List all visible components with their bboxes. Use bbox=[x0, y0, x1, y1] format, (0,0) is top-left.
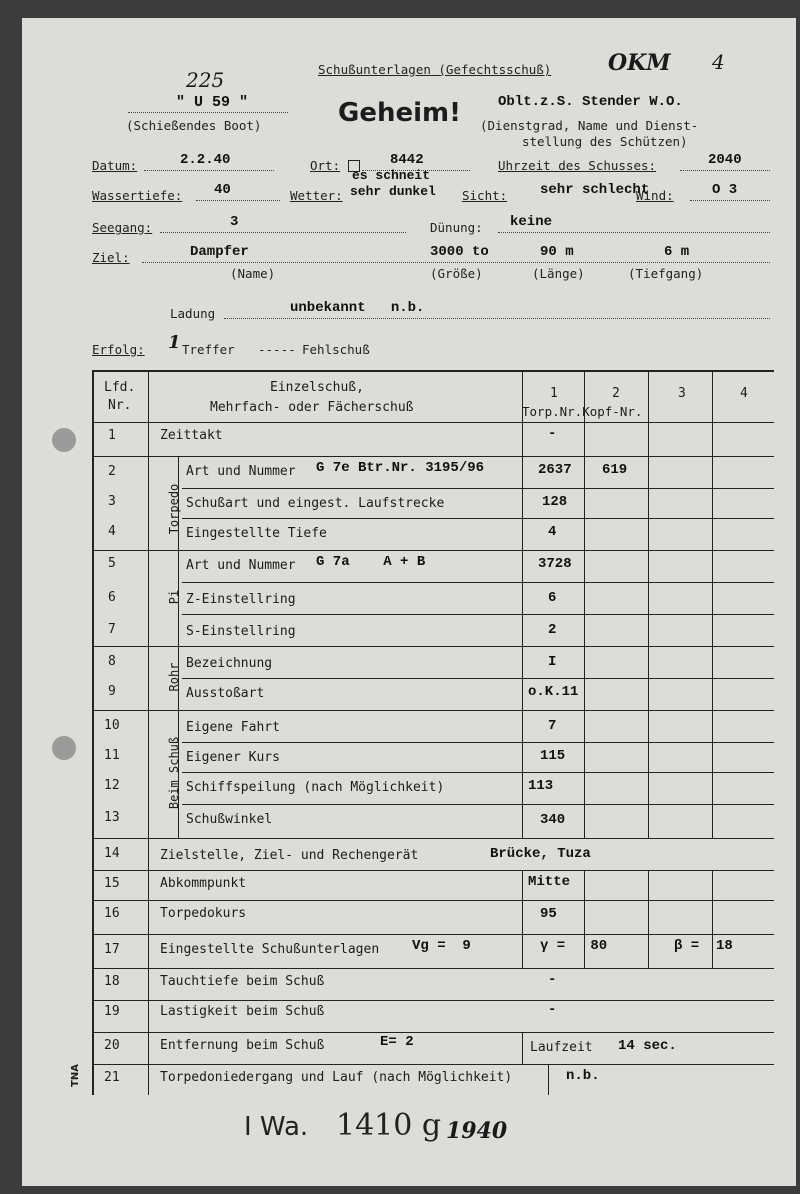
ladung-value: unbekannt n.b. bbox=[290, 300, 425, 316]
row-label: Art und Nummer bbox=[186, 558, 296, 573]
datum-line bbox=[144, 170, 274, 171]
table-rule bbox=[182, 582, 774, 583]
row-number: 4 bbox=[108, 524, 116, 539]
shooter-caption-1: (Dienstgrad, Name und Dienst- bbox=[480, 118, 699, 133]
table-rule bbox=[182, 678, 774, 679]
wetter-value-2: sehr dunkel bbox=[350, 184, 436, 199]
shooter-name: Oblt.z.S. Stender W.O. bbox=[498, 94, 683, 110]
row-number: 3 bbox=[108, 494, 116, 509]
ziel-tiefgang: 6 m bbox=[664, 244, 690, 260]
table-rule bbox=[92, 550, 774, 551]
row-label: Schiffspeilung (nach Möglichkeit) bbox=[186, 780, 445, 795]
erfolg-fehlschuss: Fehlschuß bbox=[302, 342, 370, 357]
header-nr: Nr. bbox=[108, 398, 132, 413]
stamp-prefix: I Wa. bbox=[244, 1112, 309, 1142]
wassertiefe-label: Wassertiefe: bbox=[92, 188, 183, 203]
seegang-value: 3 bbox=[230, 214, 239, 230]
table-rule bbox=[92, 934, 774, 935]
table-rule bbox=[182, 804, 774, 805]
laufzeit-label: Laufzeit bbox=[530, 1040, 593, 1055]
value-cell: - bbox=[548, 426, 557, 442]
table-rule bbox=[182, 614, 774, 615]
row-extra: Brücke, Tuza bbox=[490, 846, 591, 862]
row-label: Entfernung beim Schuß bbox=[160, 1038, 325, 1053]
wassertiefe-line bbox=[196, 200, 280, 201]
value-cell: - bbox=[548, 1002, 557, 1018]
row-label: Eigener Kurs bbox=[186, 750, 280, 765]
ort-value: 8442 bbox=[390, 152, 424, 168]
caption-tiefgang: (Tiefgang) bbox=[628, 266, 704, 281]
boat-caption: (Schießendes Boot) bbox=[126, 118, 262, 133]
ziel-laenge: 90 m bbox=[540, 244, 574, 260]
value-cell: 95 bbox=[540, 906, 557, 922]
table-rule bbox=[92, 1000, 774, 1001]
sicht-label: Sicht: bbox=[462, 188, 508, 203]
form-title: Schußunterlagen (Gefechtsschuß) bbox=[318, 62, 552, 77]
row-extra: Vg = 9 bbox=[412, 938, 471, 954]
row-number: 9 bbox=[108, 684, 116, 699]
duenung-label: Dünung: bbox=[430, 220, 483, 235]
row-label: Schußart und eingest. Laufstrecke bbox=[186, 496, 445, 511]
table-rule bbox=[92, 710, 774, 711]
value-cell: Mitte bbox=[528, 874, 571, 890]
row-label: Zielstelle, Ziel- und Rechengerät bbox=[160, 848, 419, 863]
row-label: S-Einstellring bbox=[186, 624, 296, 639]
duenung-value: keine bbox=[510, 214, 553, 230]
header-col-2: 2 bbox=[612, 386, 620, 401]
table-rule bbox=[92, 646, 774, 647]
seegang-line bbox=[160, 232, 406, 233]
row-number: 10 bbox=[104, 718, 120, 733]
corner-initials: OKM bbox=[608, 50, 671, 76]
table-col-rule bbox=[648, 370, 649, 838]
erfolg-treffer: Treffer bbox=[182, 342, 235, 357]
row-label: Torpedoniedergang und Lauf (nach Möglichkeit) bbox=[160, 1070, 513, 1085]
document-number: 225 bbox=[186, 68, 225, 92]
row-number: 19 bbox=[104, 1004, 120, 1019]
table-col-rule bbox=[522, 370, 523, 838]
value-cell: I bbox=[548, 654, 557, 670]
value-cell: - bbox=[548, 972, 557, 988]
uhrzeit-label: Uhrzeit des Schusses: bbox=[498, 158, 657, 173]
punch-hole bbox=[52, 428, 76, 452]
value-cell: 2637 bbox=[538, 462, 572, 478]
row-label: Ausstoßart bbox=[186, 686, 265, 701]
row-label: Torpedokurs bbox=[160, 906, 247, 921]
row-label: Lastigkeit beim Schuß bbox=[160, 1004, 325, 1019]
boat-dotted-line bbox=[128, 112, 288, 113]
table-rule bbox=[92, 422, 774, 423]
row-number: 20 bbox=[104, 1038, 120, 1053]
row-label: Abkommpunkt bbox=[160, 876, 247, 891]
header-col-1: 1 bbox=[550, 386, 558, 401]
ziel-groesse: 3000 to bbox=[430, 244, 489, 260]
row-number: 7 bbox=[108, 622, 116, 637]
row-number: 21 bbox=[104, 1070, 120, 1085]
row-number: 11 bbox=[104, 748, 120, 763]
header-einzelschuss: Einzelschuß, bbox=[270, 380, 364, 395]
row-label: Eigene Fahrt bbox=[186, 720, 280, 735]
value-cell: n.b. bbox=[566, 1068, 600, 1084]
ladung-line bbox=[224, 318, 770, 319]
row-extra: G 7a A + B bbox=[316, 554, 426, 570]
shooter-caption-2: stellung des Schützen) bbox=[522, 134, 688, 149]
row-extra: G 7e Btr.Nr. 3195/96 bbox=[316, 460, 485, 476]
table-col-rule bbox=[712, 370, 713, 838]
ziel-label: Ziel: bbox=[92, 250, 130, 265]
table-col-rule bbox=[548, 1064, 549, 1095]
table-rule bbox=[92, 1032, 774, 1033]
value-cell: 115 bbox=[540, 748, 566, 764]
punch-hole bbox=[52, 736, 76, 760]
table-rule bbox=[92, 870, 774, 871]
table-rule bbox=[182, 518, 774, 519]
wetter-value-1: es schneit bbox=[352, 168, 431, 183]
erfolg-count: 1 bbox=[168, 332, 181, 353]
row-gamma: γ = 80 bbox=[540, 938, 608, 954]
classification-mark: Geheim! bbox=[338, 98, 461, 128]
stamp-year: 1940 bbox=[446, 1118, 508, 1144]
boat-name: " U 59 " bbox=[176, 94, 249, 111]
sicht-value: sehr schlecht bbox=[540, 182, 650, 198]
row-number: 8 bbox=[108, 654, 116, 669]
value-cell: o.K.11 bbox=[528, 684, 579, 700]
value-cell: 4 bbox=[548, 524, 557, 540]
header-torp-kopf: Torp.Nr.Kopf-Nr. bbox=[522, 404, 643, 419]
table-rule bbox=[92, 900, 774, 901]
row-number: 12 bbox=[104, 778, 120, 793]
row-number: 18 bbox=[104, 974, 120, 989]
row-number: 17 bbox=[104, 942, 120, 957]
value-cell: 6 bbox=[548, 590, 557, 606]
table-col-rule bbox=[522, 870, 523, 968]
wind-line bbox=[690, 200, 770, 201]
value-cell-2: 619 bbox=[602, 462, 628, 478]
ladung-label: Ladung bbox=[170, 306, 216, 321]
header-lfd: Lfd. bbox=[104, 380, 136, 395]
row-number: 15 bbox=[104, 876, 120, 891]
group-rohr: Rohr bbox=[167, 662, 181, 692]
table-rule bbox=[92, 370, 774, 372]
wind-value: O 3 bbox=[712, 182, 738, 198]
row-number: 1 bbox=[108, 428, 116, 443]
table-rule bbox=[92, 1064, 774, 1065]
wassertiefe-value: 40 bbox=[214, 182, 231, 198]
row-beta: β = 18 bbox=[674, 938, 733, 954]
datum-label: Datum: bbox=[92, 158, 138, 173]
corner-number: 4 bbox=[712, 50, 725, 74]
row-label: Art und Nummer bbox=[186, 464, 296, 479]
erfolg-strikethrough: ----- bbox=[258, 342, 296, 357]
row-number: 2 bbox=[108, 464, 116, 479]
value-cell: 2 bbox=[548, 622, 557, 638]
uhrzeit-value: 2040 bbox=[708, 152, 742, 168]
value-cell: 3728 bbox=[538, 556, 572, 572]
row-label: Schußwinkel bbox=[186, 812, 273, 827]
table-rule bbox=[182, 488, 774, 489]
wetter-label: Wetter: bbox=[290, 188, 343, 203]
uhrzeit-line bbox=[680, 170, 770, 171]
group-beim-schuss: Beim Schuß bbox=[167, 736, 181, 810]
row-number: 14 bbox=[104, 846, 120, 861]
row-number: 6 bbox=[108, 590, 116, 605]
table-col-rule bbox=[522, 1032, 523, 1064]
duenung-line bbox=[498, 232, 770, 233]
ort-label: Ort: bbox=[310, 158, 341, 173]
row-label: Z-Einstellring bbox=[186, 592, 296, 607]
row-label: Eingestellte Tiefe bbox=[186, 526, 327, 541]
table-col-rule bbox=[584, 370, 585, 838]
caption-name: (Name) bbox=[230, 266, 276, 281]
row-number: 13 bbox=[104, 810, 120, 825]
table-rule bbox=[92, 456, 774, 457]
value-cell: 113 bbox=[528, 778, 554, 794]
header-mehrfach: Mehrfach- oder Fächerschuß bbox=[210, 400, 414, 415]
row-label: Zeittakt bbox=[160, 428, 223, 443]
header-col-3: 3 bbox=[678, 386, 686, 401]
value-cell: 7 bbox=[548, 718, 557, 734]
row-label: Eingestellte Schußunterlagen bbox=[160, 942, 380, 957]
table-rule bbox=[182, 742, 774, 743]
group-pi: Pi bbox=[167, 589, 181, 605]
row-extra: E= 2 bbox=[380, 1034, 414, 1050]
table-rule bbox=[92, 968, 774, 969]
ziel-line bbox=[142, 262, 770, 263]
group-torpedo: Torpedo bbox=[167, 483, 181, 535]
table-col-rule bbox=[148, 370, 149, 1095]
table-rule bbox=[182, 772, 774, 773]
table-col-rule bbox=[648, 870, 649, 968]
value-cell: 340 bbox=[540, 812, 566, 828]
row-label: Bezeichnung bbox=[186, 656, 273, 671]
value-cell: 128 bbox=[542, 494, 568, 510]
seegang-label: Seegang: bbox=[92, 220, 153, 235]
caption-laenge: (Länge) bbox=[532, 266, 585, 281]
wind-label: Wind: bbox=[636, 188, 674, 203]
row-number: 5 bbox=[108, 556, 116, 571]
ziel-name: Dampfer bbox=[190, 244, 249, 260]
header-col-4: 4 bbox=[740, 386, 748, 401]
stamp-number: 1410 g bbox=[336, 1108, 442, 1143]
row-number: 16 bbox=[104, 906, 120, 921]
shot-data-table bbox=[92, 370, 774, 1095]
datum-value: 2.2.40 bbox=[180, 152, 231, 168]
table-rule bbox=[92, 838, 774, 839]
row-label: Tauchtiefe beim Schuß bbox=[160, 974, 325, 989]
margin-archive-tag: TNA bbox=[69, 1064, 81, 1087]
erfolg-label: Erfolg: bbox=[92, 342, 145, 357]
caption-groesse: (Größe) bbox=[430, 266, 483, 281]
laufzeit-value: 14 sec. bbox=[618, 1038, 677, 1054]
